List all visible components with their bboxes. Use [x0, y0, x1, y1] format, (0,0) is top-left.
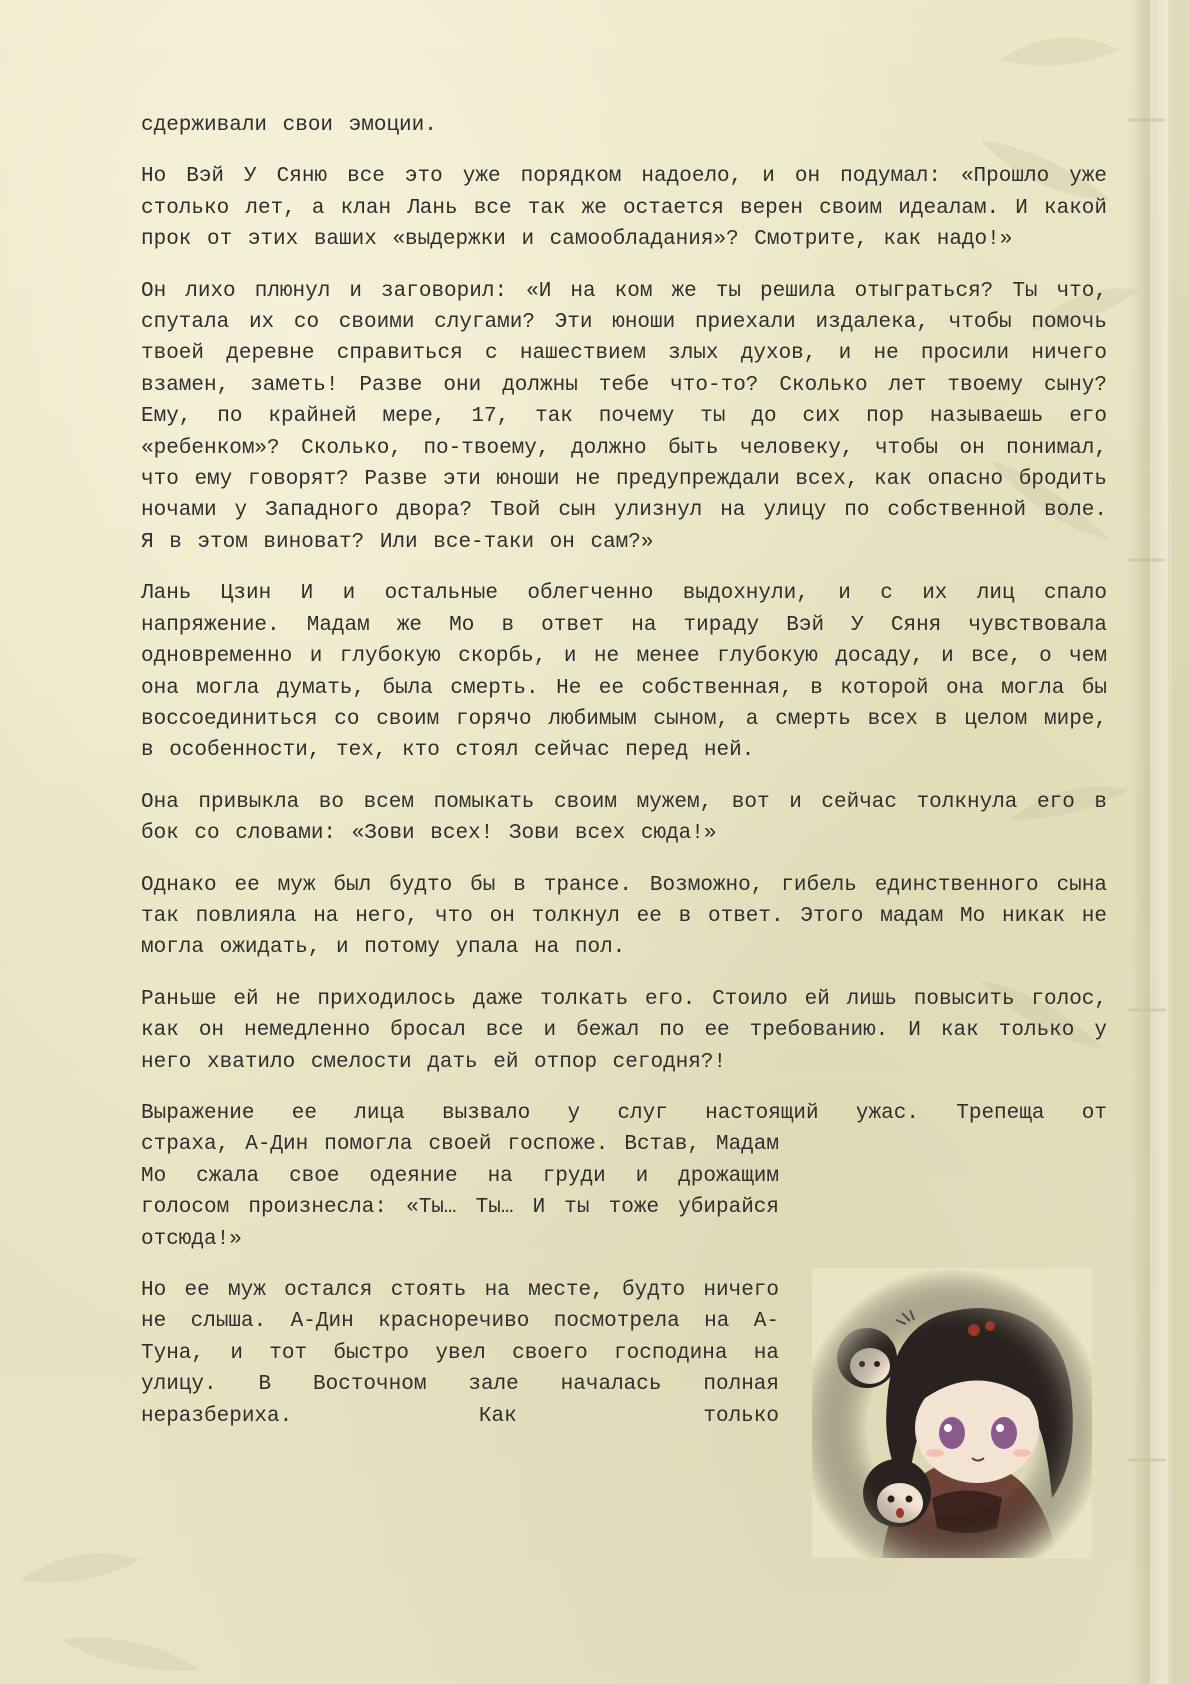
- paragraph-8: [141, 1098, 1107, 1255]
- chibi-characters-illustration-icon: [812, 1268, 1092, 1558]
- text-block: [141, 110, 1107, 1452]
- paragraph-8-rest: страха, А-Дин помогла своей госпоже. Встав, Мадам Мо сжала свое одеяние на груди и дрожащим голосом произнесла: «Ты… Ты… И ты тоже убирайся отсюда!»: [141, 1133, 779, 1251]
- paragraph-3: Он лихо плюнул и заговорил: «И на ком же ты решила отыграться? Ты что, спутала их со своими слугами? Эти юноши приехали издалека, чтобы помочь твоей деревне справиться с нашествием злых духов, и не просили ничего взамен, заметь! Разве они должны тебе что-то? Сколько лет твоему сыну? Ему, по крайней мере, 17, так почему ты до сих пор называешь его «ребенком»? Сколько, по-твоему, должно быть человеку, чтобы он понимал, что ему говорят? Разве эти юноши не предупреждали всех, как опасно бродить ночами у Западного двора? Твой сын улизнул на улицу по собственной воле. Я в этом виноват? Или все-таки он сам?»: [141, 279, 1107, 554]
- paragraph-6: Однако ее муж был будто бы в трансе. Возможно, гибель единственного сына так повлияла на него, что он толкнул ее в ответ. Этого мадам Мо никак не могла ожидать, и потому упала на пол.: [141, 873, 1107, 960]
- paragraph-9: Но ее муж остался стоять на месте, будто ничего не слыша. А-Дин красноречиво посмотрела на А-Туна, и тот быстро увел своего господина на улицу. В Восточном зале началась полная неразбериха. Как только: [141, 1279, 779, 1428]
- paragraph-5: Она привыкла во всем помыкать своим мужем, вот и сейчас толкнула его в бок со словами: «Зови всех! Зови всех сюда!»: [141, 790, 1107, 846]
- paragraph-4: Лань Цзин И и остальные облегченно выдохнули, и с их лиц спало напряжение. Мадам же Мо в ответ на тираду Вэй У Сяня чувствовала одновременно и глубокую скорбь, и не менее глубокую досаду, и все, о чем она могла думать, была смерть. Не ее собственная, в которой она могла бы воссоединиться со своим горячо любимым сыном, а смерть всех в целом мире, в особенности, тех, кто стоял сейчас перед ней.: [141, 582, 1107, 763]
- paragraph-8-first-line: Выражение ее лица вызвало у слуг настоящий ужас. Трепеща от: [141, 1101, 1107, 1125]
- paragraph-7: Раньше ей не приходилось даже толкать его. Стоило ей лишь повысить голос, как он немедленно бросал все и бежал по ее требованию. И как только у него хватило смелости дать ей отпор сегодня?!: [141, 987, 1107, 1074]
- paragraph-1: сдерживали свои эмоции.: [141, 114, 437, 137]
- paragraph-2: Но Вэй У Сяню все это уже порядком надоело, и он подумал: «Прошло уже столько лет, а клан Лань все так же остается верен своим идеалам. И какой прок от этих ваших «выдержки и самообладания»? Смотрите, как надо!»: [141, 165, 1107, 252]
